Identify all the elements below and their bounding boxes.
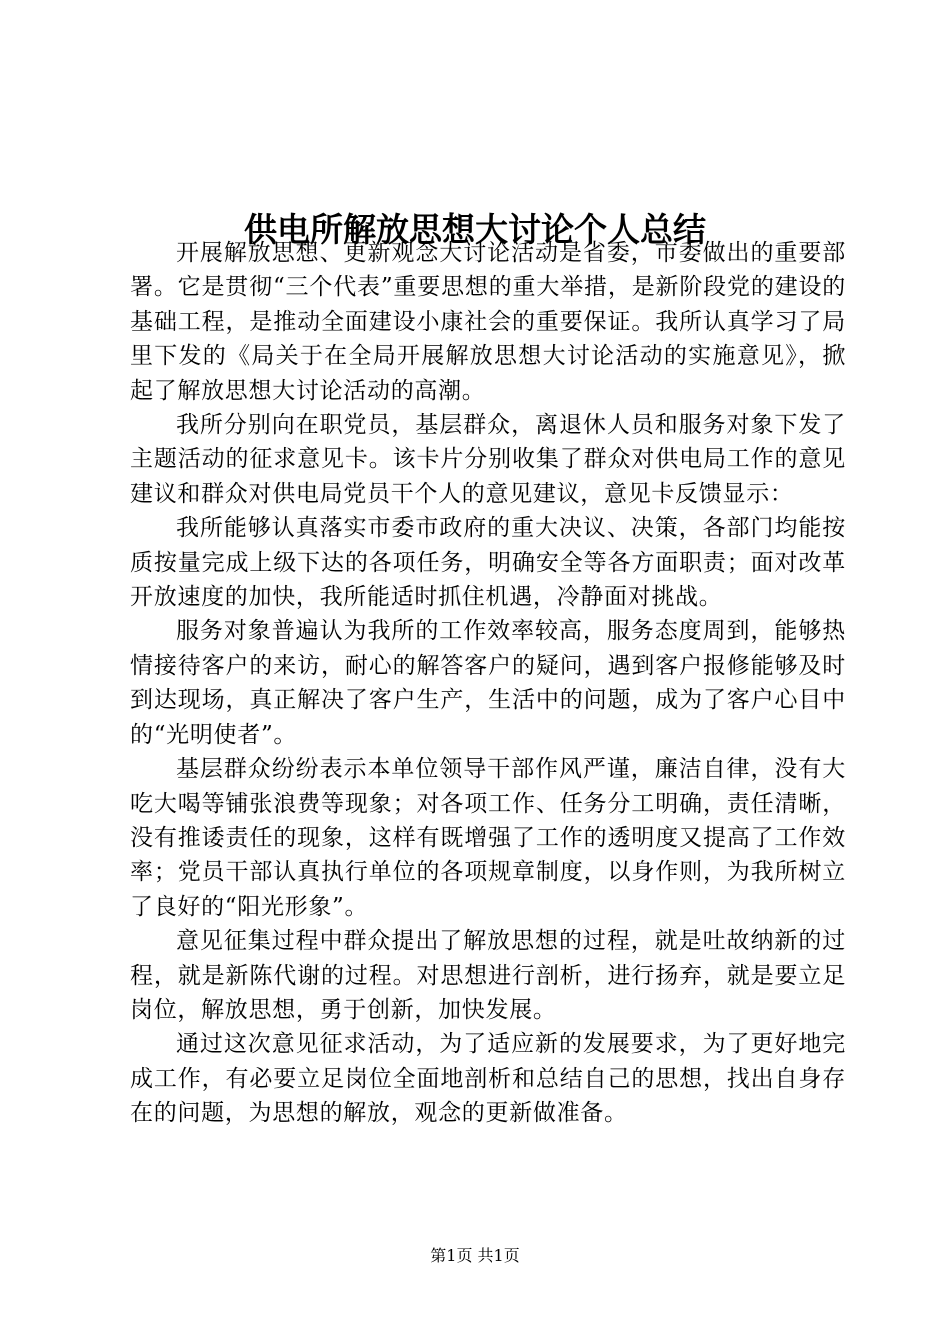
paragraph: 我所分别向在职党员，基层群众，离退休人员和服务对象下发了主题活动的征求意见卡。该卡片分别收集了群众对供电局工作的意见建议和群众对供电局党员干个人的意见建议，意见卡反馈显示： <box>130 412 846 507</box>
paragraph: 开展解放思想、更新观念大讨论活动是省委，市委做出的重要部署。它是贯彻“三个代表”重要思想的重大举措，是新阶段党的建设的基础工程，是推动全面建设小康社会的重要保证。我所认真学习了局里下发的《局关于在全局开展解放思想大讨论活动的实施意见》，掀起了解放思想大讨论活动的高潮。 <box>130 240 846 404</box>
paragraph: 通过这次意见征求活动，为了适应新的发展要求，为了更好地完成工作，有必要立足岗位全面地剖析和总结自己的思想，找出自身存在的问题，为思想的解放，观念的更新做准备。 <box>130 1031 846 1127</box>
paragraph: 基层群众纷纷表示本单位领导干部作风严谨，廉洁自律，没有大吃大喝等铺张浪费等现象；对各项工作、任务分工明确，责任清晰，没有推诿责任的现象，这样有既增强了工作的透明度又提高了工作效率；党员干部认真执行单位的各项规章制度，以身作则，为我所树立了良好的“阳光形象”。 <box>130 756 846 920</box>
paragraph: 服务对象普遍认为我所的工作效率较高，服务态度周到，能够热情接待客户的来访，耐心的解答客户的疑问，遇到客户报修能够及时到达现场，真正解决了客户生产，生活中的问题，成为了客户心目中的“光明使者”。 <box>130 618 846 748</box>
page-number-footer: 第1页 共1页 <box>430 1246 520 1265</box>
document-title: 供电所解放思想大讨论个人总结 <box>244 210 706 250</box>
paragraph: 我所能够认真落实市委市政府的重大决议、决策，各部门均能按质按量完成上级下达的各项任务，明确安全等各方面职责；面对改革开放速度的加快，我所能适时抓住机遇，冷静面对挑战。 <box>130 515 846 611</box>
paragraph: 意见征集过程中群众提出了解放思想的过程，就是吐故纳新的过程，就是新陈代谢的过程。对思想进行剖析，进行扬弃，就是要立足岗位，解放思想，勇于创新，加快发展。 <box>130 928 846 1023</box>
document-body <box>130 236 846 1131</box>
